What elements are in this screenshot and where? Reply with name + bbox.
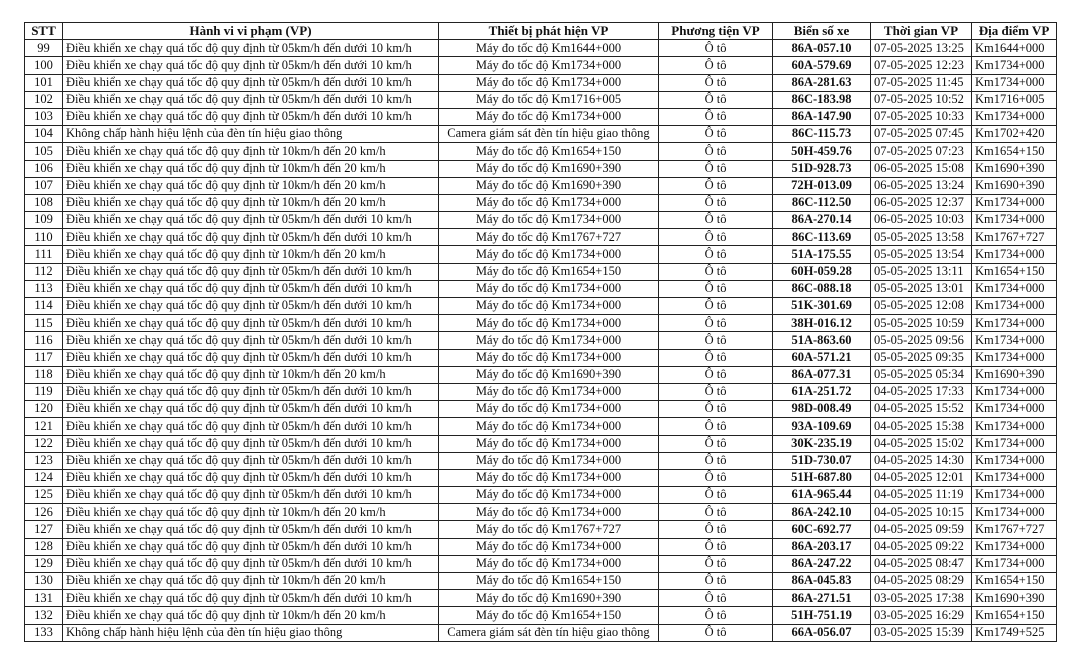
table-row [25,40,1057,57]
violations-table [24,22,1057,642]
cell-plate: 51H-751.19 [773,607,871,624]
cell-stt: 105 [25,143,63,160]
cell-time: 05-05-2025 12:08 [871,298,972,315]
cell-stt: 108 [25,194,63,211]
cell-location: Km1734+000 [972,57,1057,74]
header-vehicle: Phương tiện VP [659,23,773,40]
header-stt: STT [25,23,63,40]
cell-device: Máy đo tốc độ Km1734+000 [439,538,659,555]
table-row [25,555,1057,572]
cell-vehicle: Ô tô [659,177,773,194]
cell-stt: 121 [25,418,63,435]
cell-vehicle: Ô tô [659,315,773,332]
cell-device: Máy đo tốc độ Km1734+000 [439,108,659,125]
cell-plate: 38H-016.12 [773,315,871,332]
cell-stt: 127 [25,521,63,538]
cell-location: Km1734+000 [972,194,1057,211]
cell-stt: 110 [25,229,63,246]
cell-device: Máy đo tốc độ Km1654+150 [439,607,659,624]
cell-violation: Điều khiển xe chạy quá tốc độ quy định từ 10km/h đến 20 km/h [63,177,439,194]
cell-vehicle: Ô tô [659,555,773,572]
cell-location: Km1734+000 [972,504,1057,521]
cell-violation: Điều khiển xe chạy quá tốc độ quy định từ 10km/h đến 20 km/h [63,366,439,383]
cell-stt: 118 [25,366,63,383]
cell-location: Km1690+390 [972,366,1057,383]
cell-vehicle: Ô tô [659,143,773,160]
cell-device: Máy đo tốc độ Km1734+000 [439,504,659,521]
table-row [25,418,1057,435]
cell-vehicle: Ô tô [659,246,773,263]
cell-location: Km1734+000 [972,435,1057,452]
cell-location: Km1654+150 [972,573,1057,590]
cell-location: Km1716+005 [972,91,1057,108]
cell-location: Km1734+000 [972,538,1057,555]
table-row [25,624,1057,641]
cell-violation: Điều khiển xe chạy quá tốc độ quy định từ 10km/h đến 20 km/h [63,607,439,624]
cell-vehicle: Ô tô [659,435,773,452]
cell-violation: Điều khiển xe chạy quá tốc độ quy định từ 10km/h đến 20 km/h [63,246,439,263]
cell-device: Máy đo tốc độ Km1734+000 [439,435,659,452]
cell-time: 04-05-2025 15:52 [871,401,972,418]
table-row [25,263,1057,280]
cell-stt: 111 [25,246,63,263]
cell-device: Máy đo tốc độ Km1734+000 [439,401,659,418]
cell-stt: 113 [25,280,63,297]
cell-location: Km1734+000 [972,487,1057,504]
cell-stt: 106 [25,160,63,177]
cell-vehicle: Ô tô [659,108,773,125]
header-time: Thời gian VP [871,23,972,40]
cell-location: Km1749+525 [972,624,1057,641]
cell-violation: Điều khiển xe chạy quá tốc độ quy định từ 05km/h đến dưới 10 km/h [63,108,439,125]
table-row [25,177,1057,194]
table-row [25,590,1057,607]
cell-device: Camera giám sát đèn tín hiệu giao thông [439,126,659,143]
cell-device: Máy đo tốc độ Km1654+150 [439,573,659,590]
cell-stt: 131 [25,590,63,607]
cell-time: 06-05-2025 10:03 [871,212,972,229]
cell-violation: Điều khiển xe chạy quá tốc độ quy định từ 05km/h đến dưới 10 km/h [63,280,439,297]
table-row [25,435,1057,452]
cell-location: Km1654+150 [972,143,1057,160]
cell-stt: 104 [25,126,63,143]
cell-violation: Điều khiển xe chạy quá tốc độ quy định từ 05km/h đến dưới 10 km/h [63,229,439,246]
table-row [25,349,1057,366]
cell-vehicle: Ô tô [659,538,773,555]
header-device: Thiết bị phát hiện VP [439,23,659,40]
cell-location: Km1767+727 [972,521,1057,538]
cell-vehicle: Ô tô [659,74,773,91]
cell-vehicle: Ô tô [659,366,773,383]
cell-vehicle: Ô tô [659,332,773,349]
cell-plate: 86A-247.22 [773,555,871,572]
cell-location: Km1734+000 [972,401,1057,418]
cell-stt: 116 [25,332,63,349]
cell-plate: 86A-057.10 [773,40,871,57]
cell-plate: 51A-863.60 [773,332,871,349]
cell-time: 06-05-2025 12:37 [871,194,972,211]
cell-violation: Điều khiển xe chạy quá tốc độ quy định từ 05km/h đến dưới 10 km/h [63,332,439,349]
cell-violation: Điều khiển xe chạy quá tốc độ quy định từ 05km/h đến dưới 10 km/h [63,349,439,366]
cell-time: 06-05-2025 15:08 [871,160,972,177]
cell-stt: 132 [25,607,63,624]
cell-time: 03-05-2025 15:39 [871,624,972,641]
cell-time: 03-05-2025 16:29 [871,607,972,624]
cell-device: Máy đo tốc độ Km1734+000 [439,332,659,349]
cell-device: Máy đo tốc độ Km1690+390 [439,160,659,177]
cell-location: Km1690+390 [972,177,1057,194]
cell-time: 07-05-2025 11:45 [871,74,972,91]
cell-plate: 86A-077.31 [773,366,871,383]
cell-location: Km1734+000 [972,74,1057,91]
cell-violation: Điều khiển xe chạy quá tốc độ quy định từ 05km/h đến dưới 10 km/h [63,74,439,91]
cell-vehicle: Ô tô [659,590,773,607]
cell-vehicle: Ô tô [659,263,773,280]
cell-violation: Điều khiển xe chạy quá tốc độ quy định từ 05km/h đến dưới 10 km/h [63,212,439,229]
cell-time: 07-05-2025 07:23 [871,143,972,160]
cell-time: 04-05-2025 17:33 [871,383,972,400]
table-body [25,40,1057,642]
cell-location: Km1734+000 [972,469,1057,486]
cell-vehicle: Ô tô [659,418,773,435]
cell-vehicle: Ô tô [659,504,773,521]
cell-device: Máy đo tốc độ Km1690+390 [439,590,659,607]
cell-device: Máy đo tốc độ Km1654+150 [439,263,659,280]
cell-time: 05-05-2025 05:34 [871,366,972,383]
cell-plate: 61A-251.72 [773,383,871,400]
cell-stt: 128 [25,538,63,555]
cell-time: 06-05-2025 13:24 [871,177,972,194]
cell-location: Km1734+000 [972,349,1057,366]
cell-plate: 86A-270.14 [773,212,871,229]
table-row [25,143,1057,160]
cell-violation: Điều khiển xe chạy quá tốc độ quy định từ 05km/h đến dưới 10 km/h [63,452,439,469]
cell-stt: 100 [25,57,63,74]
cell-location: Km1734+000 [972,418,1057,435]
cell-vehicle: Ô tô [659,40,773,57]
cell-device: Máy đo tốc độ Km1734+000 [439,452,659,469]
table-row [25,504,1057,521]
cell-plate: 51A-175.55 [773,246,871,263]
table-row [25,298,1057,315]
cell-plate: 86A-203.17 [773,538,871,555]
table-row [25,160,1057,177]
cell-stt: 122 [25,435,63,452]
cell-stt: 107 [25,177,63,194]
cell-vehicle: Ô tô [659,624,773,641]
cell-location: Km1654+150 [972,607,1057,624]
cell-vehicle: Ô tô [659,401,773,418]
cell-plate: 86C-183.98 [773,91,871,108]
cell-device: Máy đo tốc độ Km1734+000 [439,212,659,229]
cell-device: Camera giám sát đèn tín hiệu giao thông [439,624,659,641]
cell-stt: 103 [25,108,63,125]
cell-vehicle: Ô tô [659,280,773,297]
cell-device: Máy đo tốc độ Km1690+390 [439,177,659,194]
cell-stt: 117 [25,349,63,366]
cell-location: Km1690+390 [972,590,1057,607]
cell-plate: 86A-242.10 [773,504,871,521]
cell-location: Km1734+000 [972,332,1057,349]
table-row [25,212,1057,229]
cell-vehicle: Ô tô [659,160,773,177]
table-row [25,401,1057,418]
header-plate: Biển số xe [773,23,871,40]
cell-time: 05-05-2025 09:56 [871,332,972,349]
cell-violation: Điều khiển xe chạy quá tốc độ quy định từ 05km/h đến dưới 10 km/h [63,521,439,538]
cell-plate: 60H-059.28 [773,263,871,280]
cell-device: Máy đo tốc độ Km1734+000 [439,298,659,315]
cell-location: Km1644+000 [972,40,1057,57]
cell-location: Km1734+000 [972,315,1057,332]
header-violation: Hành vi vi phạm (VP) [63,23,439,40]
cell-stt: 114 [25,298,63,315]
table-row [25,246,1057,263]
cell-location: Km1767+727 [972,229,1057,246]
cell-location: Km1734+000 [972,383,1057,400]
cell-time: 04-05-2025 09:59 [871,521,972,538]
cell-violation: Điều khiển xe chạy quá tốc độ quy định từ 05km/h đến dưới 10 km/h [63,401,439,418]
cell-vehicle: Ô tô [659,194,773,211]
cell-time: 05-05-2025 13:11 [871,263,972,280]
cell-device: Máy đo tốc độ Km1767+727 [439,521,659,538]
table-row [25,57,1057,74]
cell-stt: 125 [25,487,63,504]
cell-time: 05-05-2025 13:58 [871,229,972,246]
cell-stt: 112 [25,263,63,280]
cell-vehicle: Ô tô [659,298,773,315]
table-row [25,452,1057,469]
table-row [25,538,1057,555]
cell-stt: 133 [25,624,63,641]
cell-location: Km1734+000 [972,280,1057,297]
cell-violation: Điều khiển xe chạy quá tốc độ quy định từ 05km/h đến dưới 10 km/h [63,298,439,315]
cell-time: 07-05-2025 10:33 [871,108,972,125]
cell-vehicle: Ô tô [659,57,773,74]
cell-vehicle: Ô tô [659,521,773,538]
cell-stt: 123 [25,452,63,469]
cell-time: 04-05-2025 12:01 [871,469,972,486]
table-row [25,521,1057,538]
cell-vehicle: Ô tô [659,212,773,229]
cell-device: Máy đo tốc độ Km1734+000 [439,555,659,572]
cell-time: 04-05-2025 15:38 [871,418,972,435]
cell-stt: 126 [25,504,63,521]
cell-stt: 120 [25,401,63,418]
cell-vehicle: Ô tô [659,229,773,246]
cell-location: Km1690+390 [972,160,1057,177]
table-row [25,280,1057,297]
cell-location: Km1734+000 [972,212,1057,229]
cell-device: Máy đo tốc độ Km1716+005 [439,91,659,108]
cell-violation: Điều khiển xe chạy quá tốc độ quy định từ 05km/h đến dưới 10 km/h [63,315,439,332]
table-row [25,573,1057,590]
cell-time: 04-05-2025 08:29 [871,573,972,590]
cell-device: Máy đo tốc độ Km1734+000 [439,194,659,211]
cell-plate: 86C-115.73 [773,126,871,143]
cell-time: 07-05-2025 10:52 [871,91,972,108]
cell-stt: 124 [25,469,63,486]
cell-vehicle: Ô tô [659,487,773,504]
cell-time: 04-05-2025 08:47 [871,555,972,572]
cell-violation: Không chấp hành hiệu lệnh của đèn tín hiệu giao thông [63,126,439,143]
cell-plate: 93A-109.69 [773,418,871,435]
cell-stt: 102 [25,91,63,108]
table-row [25,91,1057,108]
cell-device: Máy đo tốc độ Km1767+727 [439,229,659,246]
table-row [25,366,1057,383]
cell-plate: 86A-147.90 [773,108,871,125]
table-row [25,383,1057,400]
cell-violation: Điều khiển xe chạy quá tốc độ quy định từ 05km/h đến dưới 10 km/h [63,487,439,504]
table-row [25,487,1057,504]
cell-location: Km1734+000 [972,246,1057,263]
cell-plate: 86A-271.51 [773,590,871,607]
cell-device: Máy đo tốc độ Km1734+000 [439,469,659,486]
cell-stt: 115 [25,315,63,332]
table-row [25,108,1057,125]
table-row [25,229,1057,246]
header-location: Địa điểm VP [972,23,1057,40]
cell-violation: Điều khiển xe chạy quá tốc độ quy định từ 05km/h đến dưới 10 km/h [63,590,439,607]
table-row [25,469,1057,486]
cell-location: Km1654+150 [972,263,1057,280]
cell-stt: 99 [25,40,63,57]
cell-violation: Điều khiển xe chạy quá tốc độ quy định từ 05km/h đến dưới 10 km/h [63,469,439,486]
cell-plate: 51K-301.69 [773,298,871,315]
cell-plate: 51D-928.73 [773,160,871,177]
cell-stt: 101 [25,74,63,91]
cell-time: 07-05-2025 12:23 [871,57,972,74]
cell-plate: 60A-571.21 [773,349,871,366]
cell-violation: Điều khiển xe chạy quá tốc độ quy định từ 05km/h đến dưới 10 km/h [63,263,439,280]
cell-plate: 51D-730.07 [773,452,871,469]
cell-plate: 86C-113.69 [773,229,871,246]
table-row [25,332,1057,349]
cell-violation: Điều khiển xe chạy quá tốc độ quy định từ 05km/h đến dưới 10 km/h [63,40,439,57]
cell-violation: Điều khiển xe chạy quá tốc độ quy định từ 05km/h đến dưới 10 km/h [63,57,439,74]
cell-violation: Điều khiển xe chạy quá tốc độ quy định từ 05km/h đến dưới 10 km/h [63,383,439,400]
cell-stt: 119 [25,383,63,400]
cell-device: Máy đo tốc độ Km1644+000 [439,40,659,57]
cell-violation: Điều khiển xe chạy quá tốc độ quy định từ 05km/h đến dưới 10 km/h [63,91,439,108]
cell-violation: Không chấp hành hiệu lệnh của đèn tín hiệu giao thông [63,624,439,641]
cell-time: 04-05-2025 09:22 [871,538,972,555]
cell-device: Máy đo tốc độ Km1734+000 [439,418,659,435]
violations-table-container [24,22,1056,642]
cell-plate: 86A-045.83 [773,573,871,590]
cell-time: 04-05-2025 15:02 [871,435,972,452]
cell-device: Máy đo tốc độ Km1734+000 [439,57,659,74]
cell-vehicle: Ô tô [659,349,773,366]
cell-location: Km1734+000 [972,108,1057,125]
cell-stt: 129 [25,555,63,572]
cell-device: Máy đo tốc độ Km1734+000 [439,349,659,366]
cell-vehicle: Ô tô [659,452,773,469]
cell-violation: Điều khiển xe chạy quá tốc độ quy định từ 05km/h đến dưới 10 km/h [63,435,439,452]
cell-vehicle: Ô tô [659,383,773,400]
cell-stt: 130 [25,573,63,590]
cell-time: 07-05-2025 13:25 [871,40,972,57]
table-header-row [25,23,1057,40]
table-row [25,194,1057,211]
cell-vehicle: Ô tô [659,126,773,143]
cell-plate: 50H-459.76 [773,143,871,160]
cell-time: 05-05-2025 13:01 [871,280,972,297]
cell-time: 05-05-2025 09:35 [871,349,972,366]
cell-time: 07-05-2025 07:45 [871,126,972,143]
cell-plate: 51H-687.80 [773,469,871,486]
cell-vehicle: Ô tô [659,469,773,486]
cell-plate: 86C-088.18 [773,280,871,297]
cell-vehicle: Ô tô [659,573,773,590]
cell-violation: Điều khiển xe chạy quá tốc độ quy định từ 10km/h đến 20 km/h [63,504,439,521]
cell-plate: 60C-692.77 [773,521,871,538]
cell-stt: 109 [25,212,63,229]
cell-violation: Điều khiển xe chạy quá tốc độ quy định từ 10km/h đến 20 km/h [63,573,439,590]
cell-device: Máy đo tốc độ Km1734+000 [439,487,659,504]
cell-violation: Điều khiển xe chạy quá tốc độ quy định từ 10km/h đến 20 km/h [63,194,439,211]
cell-device: Máy đo tốc độ Km1734+000 [439,280,659,297]
table-row [25,74,1057,91]
table-row [25,315,1057,332]
cell-plate: 86C-112.50 [773,194,871,211]
cell-violation: Điều khiển xe chạy quá tốc độ quy định từ 10km/h đến 20 km/h [63,160,439,177]
table-row [25,607,1057,624]
cell-violation: Điều khiển xe chạy quá tốc độ quy định từ 10km/h đến 20 km/h [63,143,439,160]
cell-plate: 98D-008.49 [773,401,871,418]
cell-device: Máy đo tốc độ Km1690+390 [439,366,659,383]
cell-time: 04-05-2025 14:30 [871,452,972,469]
cell-plate: 61A-965.44 [773,487,871,504]
cell-time: 05-05-2025 10:59 [871,315,972,332]
cell-violation: Điều khiển xe chạy quá tốc độ quy định từ 05km/h đến dưới 10 km/h [63,538,439,555]
cell-time: 04-05-2025 11:19 [871,487,972,504]
cell-violation: Điều khiển xe chạy quá tốc độ quy định từ 05km/h đến dưới 10 km/h [63,555,439,572]
cell-device: Máy đo tốc độ Km1654+150 [439,143,659,160]
cell-device: Máy đo tốc độ Km1734+000 [439,74,659,91]
cell-plate: 60A-579.69 [773,57,871,74]
cell-location: Km1734+000 [972,555,1057,572]
cell-device: Máy đo tốc độ Km1734+000 [439,246,659,263]
cell-time: 05-05-2025 13:54 [871,246,972,263]
cell-device: Máy đo tốc độ Km1734+000 [439,315,659,332]
cell-time: 03-05-2025 17:38 [871,590,972,607]
cell-vehicle: Ô tô [659,91,773,108]
cell-violation: Điều khiển xe chạy quá tốc độ quy định từ 05km/h đến dưới 10 km/h [63,418,439,435]
cell-plate: 86A-281.63 [773,74,871,91]
cell-location: Km1734+000 [972,298,1057,315]
cell-plate: 72H-013.09 [773,177,871,194]
cell-device: Máy đo tốc độ Km1734+000 [439,383,659,400]
cell-vehicle: Ô tô [659,607,773,624]
cell-plate: 30K-235.19 [773,435,871,452]
cell-plate: 66A-056.07 [773,624,871,641]
cell-time: 04-05-2025 10:15 [871,504,972,521]
table-row [25,126,1057,143]
cell-location: Km1702+420 [972,126,1057,143]
cell-location: Km1734+000 [972,452,1057,469]
